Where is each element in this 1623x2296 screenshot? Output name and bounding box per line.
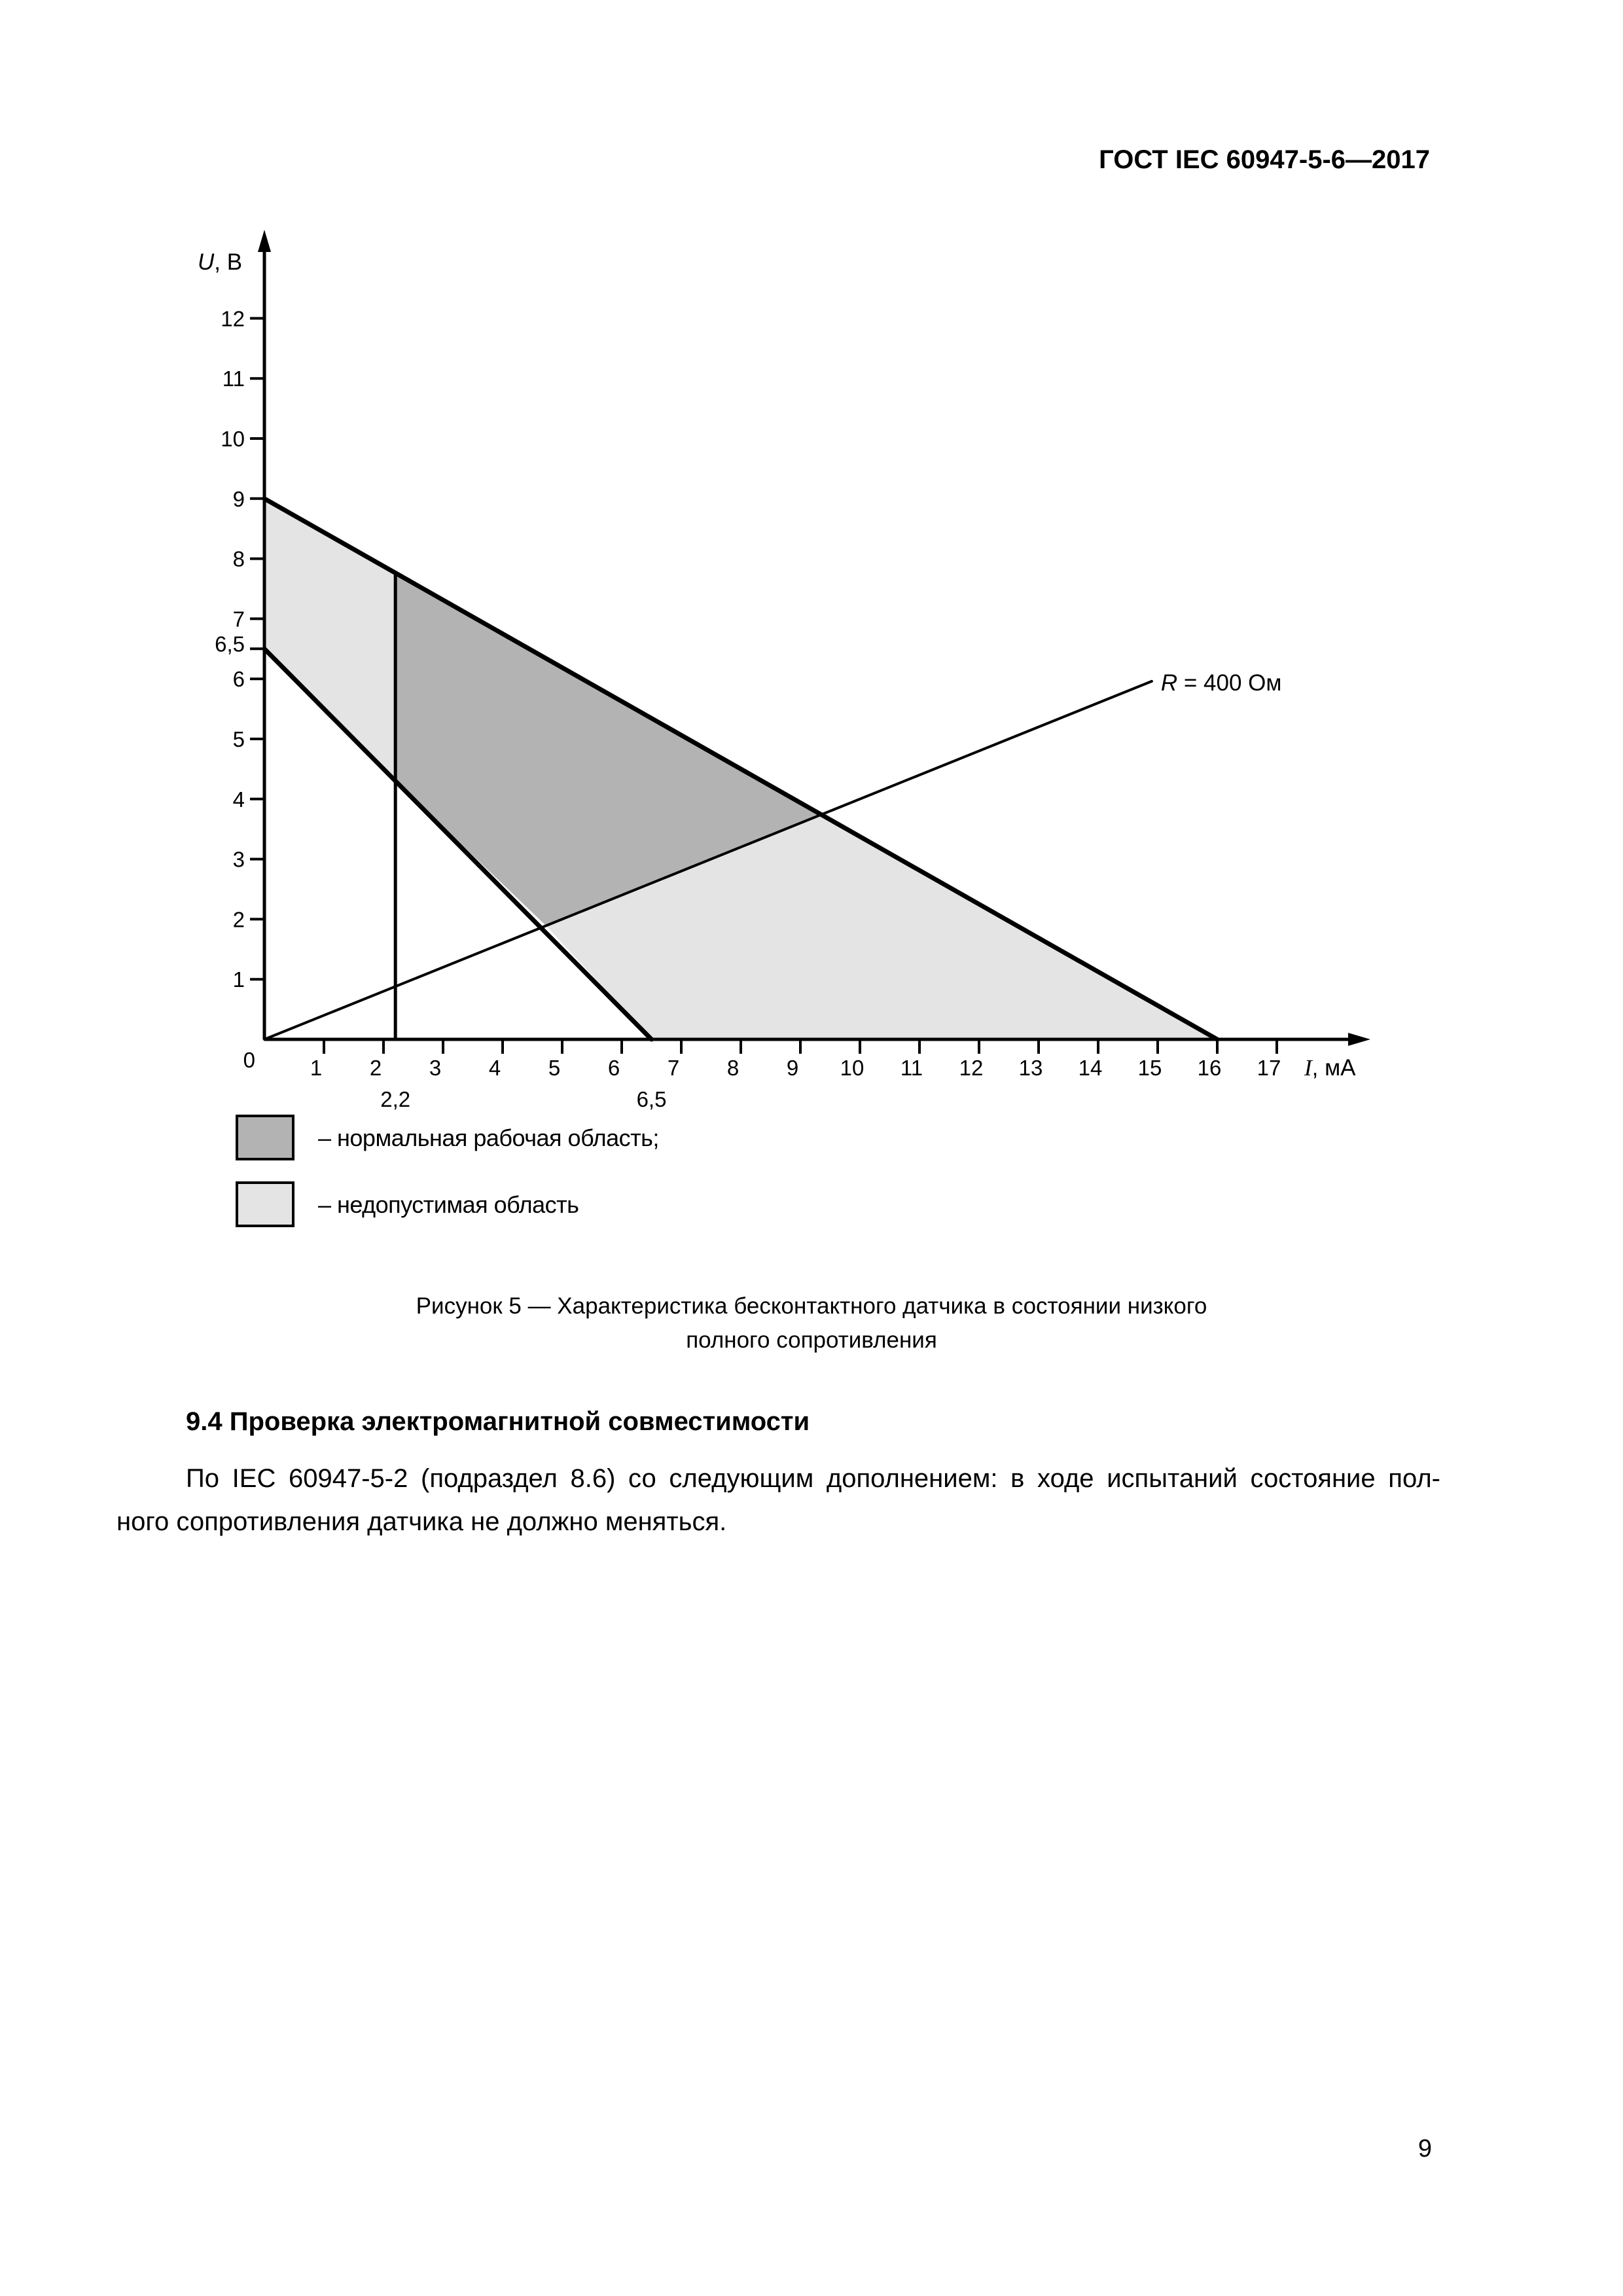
- legend-label-normal: – нормальная рабочая область;: [318, 1124, 659, 1151]
- section-paragraph: [116, 1457, 1440, 1543]
- x-tick-label-11: 11: [900, 1056, 923, 1080]
- x-tick-label-15: 15: [1137, 1056, 1162, 1080]
- legend-forbidden: [236, 1181, 294, 1227]
- x-tick-label-3: 3: [429, 1056, 442, 1080]
- paragraph-line2: ного сопротивления датчика не должно меняться.: [116, 1507, 727, 1536]
- y-axis-arrow: [258, 230, 271, 252]
- page-number: 9: [1418, 2135, 1432, 2162]
- x-tick-label-13: 13: [1018, 1056, 1043, 1080]
- origin-label: 0: [243, 1048, 255, 1072]
- x-tick-label-5: 5: [548, 1056, 561, 1080]
- section-title: 9.4 Проверка электромагнитной совместимости: [186, 1407, 810, 1436]
- figure-caption-line1: Рисунок 5 — Характеристика бесконтактного датчика в состоянии низкого: [416, 1293, 1207, 1319]
- x-tick-label-17: 17: [1257, 1056, 1281, 1080]
- x-tick-label-16: 16: [1197, 1056, 1222, 1080]
- load-line-symbol: R: [1160, 670, 1178, 696]
- x-axis-label: [1304, 1055, 1356, 1081]
- document-header: ГОСТ IEC 60947-5-6—2017: [1099, 145, 1430, 174]
- y-tick-label-3: 3: [232, 847, 245, 872]
- x-axis-arrow: [1348, 1033, 1370, 1046]
- legend-normal: [236, 1115, 294, 1160]
- y-axis-label: [198, 249, 242, 275]
- y-tick-label-4: 4: [232, 787, 245, 812]
- x-extra-label-6,5: 6,5: [636, 1087, 667, 1111]
- figure-caption-line2: полного сопротивления: [686, 1327, 937, 1353]
- y-tick-label-12: 12: [221, 306, 245, 331]
- y-tick-label-11: 11: [222, 367, 245, 391]
- x-tick-label-10: 10: [840, 1056, 865, 1080]
- y-tick-label-7: 7: [232, 607, 245, 632]
- x-tick-label-14: 14: [1078, 1056, 1103, 1080]
- y-extra-label-6,5: 6,5: [215, 632, 245, 656]
- x-extra-label-2,2: 2,2: [380, 1087, 411, 1111]
- x-tick-label-1: 1: [310, 1056, 323, 1080]
- load-line-value: = 400 Ом: [1177, 670, 1282, 696]
- paragraph-line1: По IEC 60947-5-2 (подраздел 8.6) со следующим дополнением: в ходе испытаний состояние пол-: [186, 1464, 1440, 1493]
- legend-label-forbidden: – недопустимая область: [318, 1191, 579, 1218]
- y-tick-label-10: 10: [221, 427, 245, 451]
- y-tick-label-5: 5: [232, 727, 245, 751]
- y-tick-label-1: 1: [232, 967, 245, 992]
- y-tick-label-9: 9: [232, 486, 245, 511]
- x-tick-label-8: 8: [726, 1056, 740, 1080]
- region-forbidden-1: [264, 499, 395, 781]
- x-tick-label-9: 9: [786, 1056, 799, 1080]
- y-tick-label-2: 2: [232, 907, 245, 932]
- y-axis-unit: , В: [214, 249, 243, 275]
- line-label-load-line: [1161, 670, 1282, 696]
- chart: [0, 0, 1623, 1113]
- x-tick-label-7: 7: [667, 1056, 680, 1080]
- x-axis-unit: , мА: [1311, 1055, 1356, 1081]
- y-tick-label-8: 8: [232, 547, 245, 571]
- y-tick-label-6: 6: [232, 667, 245, 692]
- x-tick-label-12: 12: [959, 1056, 984, 1080]
- x-tick-label-6: 6: [607, 1056, 620, 1080]
- legend-swatch-normal: [236, 1115, 294, 1160]
- y-axis-symbol: U: [198, 249, 215, 275]
- x-tick-label-4: 4: [488, 1056, 501, 1080]
- legend-swatch-forbidden: [236, 1181, 294, 1227]
- x-axis-symbol: I: [1304, 1055, 1312, 1081]
- x-tick-label-2: 2: [369, 1056, 382, 1080]
